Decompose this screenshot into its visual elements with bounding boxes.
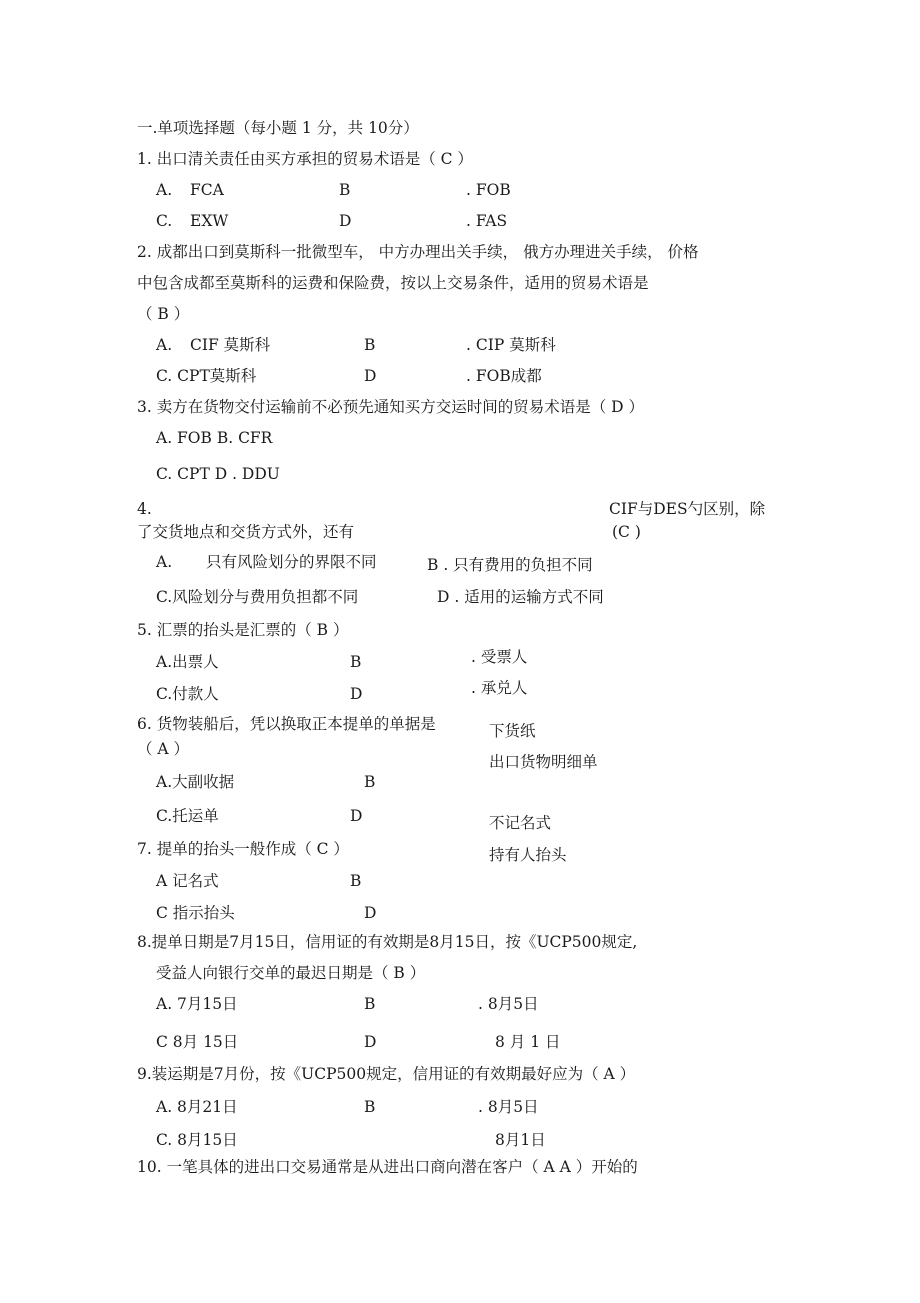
q4-option-b: B . 只有费用的负担不同	[427, 556, 593, 574]
q6-option-b-label: B	[364, 773, 376, 791]
q9-option-a: A. 8月21日	[156, 1098, 238, 1116]
q8-option-c: C 8月 15日	[156, 1033, 239, 1051]
q2-option-a-label: A.	[156, 336, 173, 354]
q5-option-a: A.出票人	[156, 653, 219, 671]
q9-option-b-label: B	[364, 1098, 376, 1116]
q8-option-b: . 8月5日	[478, 995, 539, 1013]
q6-option-c: C.托运单	[156, 807, 219, 825]
q2-option-b-label: B	[364, 336, 376, 354]
q6-option-b: 下货纸	[489, 722, 536, 740]
q5-option-b-label: B	[350, 653, 362, 671]
q8-option-d-label: D	[364, 1033, 377, 1051]
q4-option-a: 只有风险划分的界限不同	[206, 553, 377, 571]
q9-option-d: 8月1日	[495, 1131, 546, 1149]
q8-option-b-label: B	[364, 995, 376, 1013]
question-2-stem-line2: 中包含成都至莫斯科的运费和保险费，按以上交易条件，适用的贸易术语是	[137, 274, 649, 292]
question-7-stem: 7. 提单的抬头一般作成（ C ）	[137, 840, 349, 858]
q7-extra-2: 持有人抬头	[489, 846, 567, 864]
q8-option-d: 8 月 1 日	[495, 1033, 561, 1051]
question-2-stem-line1: 2. 成都出口到莫斯科一批微型车， 中方办理出关手续， 俄方办理进关手续， 价格	[137, 243, 699, 261]
q3-options-cd: C. CPT D . DDU	[156, 465, 280, 483]
q2-option-a: CIF 莫斯科	[190, 336, 271, 354]
q7-option-c: C 指示抬头	[156, 904, 235, 922]
section-title: 一.单项选择题（每小题 1 分，共 10分）	[137, 119, 419, 137]
question-4-number: 4.	[137, 500, 152, 518]
question-8-stem-line2: 受益人向银行交单的最迟日期是（ B ）	[156, 964, 426, 982]
q8-option-a: A. 7月15日	[156, 995, 238, 1013]
question-8-stem-line1: 8.提单日期是7月15日，信用证的有效期是8月15日，按《UCP500规定,	[137, 933, 638, 951]
q6-option-d-label: D	[350, 807, 363, 825]
q7-option-b-label: B	[350, 872, 362, 890]
q1-option-b: . FOB	[466, 181, 511, 199]
question-6-answer: （ A ）	[137, 740, 190, 758]
question-4-stem-line2: 了交货地点和交货方式外，还有	[137, 523, 355, 541]
q4-option-c: C.风险划分与费用负担都不同	[156, 588, 359, 606]
q2-option-d-label: D	[364, 367, 377, 385]
q7-option-a: A 记名式	[156, 872, 219, 890]
q1-option-d-label: D	[339, 212, 352, 230]
q5-option-b: . 受票人	[471, 648, 528, 666]
q1-option-a: FCA	[190, 181, 224, 199]
q7-extra-1: 不记名式	[489, 814, 552, 832]
q2-option-c: C. CPT莫斯科	[156, 367, 257, 385]
q4-option-d: D . 适用的运输方式不同	[437, 588, 604, 606]
q6-option-b-extra: 出口货物明细单	[489, 753, 598, 771]
q1-option-d: . FAS	[466, 212, 508, 230]
question-4-stem-right: CIF与DES勺区别，除	[609, 500, 766, 518]
question-5-stem: 5. 汇票的抬头是汇票的（ B ）	[137, 621, 349, 639]
q7-option-d-label: D	[364, 904, 377, 922]
question-4-answer: (C )	[612, 523, 641, 541]
q5-option-d: . 承兑人	[471, 679, 528, 697]
question-1-stem: 1. 出口清关责任由买方承担的贸易术语是（ C ）	[137, 150, 473, 168]
question-6-stem: 6. 货物装船后，凭以换取正本提单的单据是	[137, 715, 436, 733]
question-10-stem: 10. 一笔具体的进出口交易通常是从进出口商向潜在客户（ A A ）开始的	[137, 1158, 638, 1176]
q1-option-c-label: C.	[156, 212, 173, 230]
q2-option-b: . CIP 莫斯科	[466, 336, 556, 354]
question-9-stem: 9.装运期是7月份，按《UCP500规定，信用证的有效期最好应为（ A ）	[137, 1065, 636, 1083]
q1-option-a-label: A.	[156, 181, 173, 199]
question-2-answer: （ B ）	[137, 305, 190, 323]
q1-option-b-label: B	[339, 181, 351, 199]
q9-option-c: C. 8月15日	[156, 1131, 238, 1149]
q5-option-c: C.付款人	[156, 685, 219, 703]
q2-option-d: . FOB成都	[466, 367, 542, 385]
q9-option-b: . 8月5日	[478, 1098, 539, 1116]
question-3-stem: 3. 卖方在货物交付运输前不必预先通知买方交运时间的贸易术语是（ D ）	[137, 398, 644, 416]
q5-option-d-label: D	[350, 685, 363, 703]
q6-option-a: A.大副收据	[156, 773, 235, 791]
q3-options-ab: A. FOB B. CFR	[156, 429, 273, 447]
q1-option-c: EXW	[190, 212, 229, 230]
q4-option-a-label: A.	[156, 553, 173, 571]
